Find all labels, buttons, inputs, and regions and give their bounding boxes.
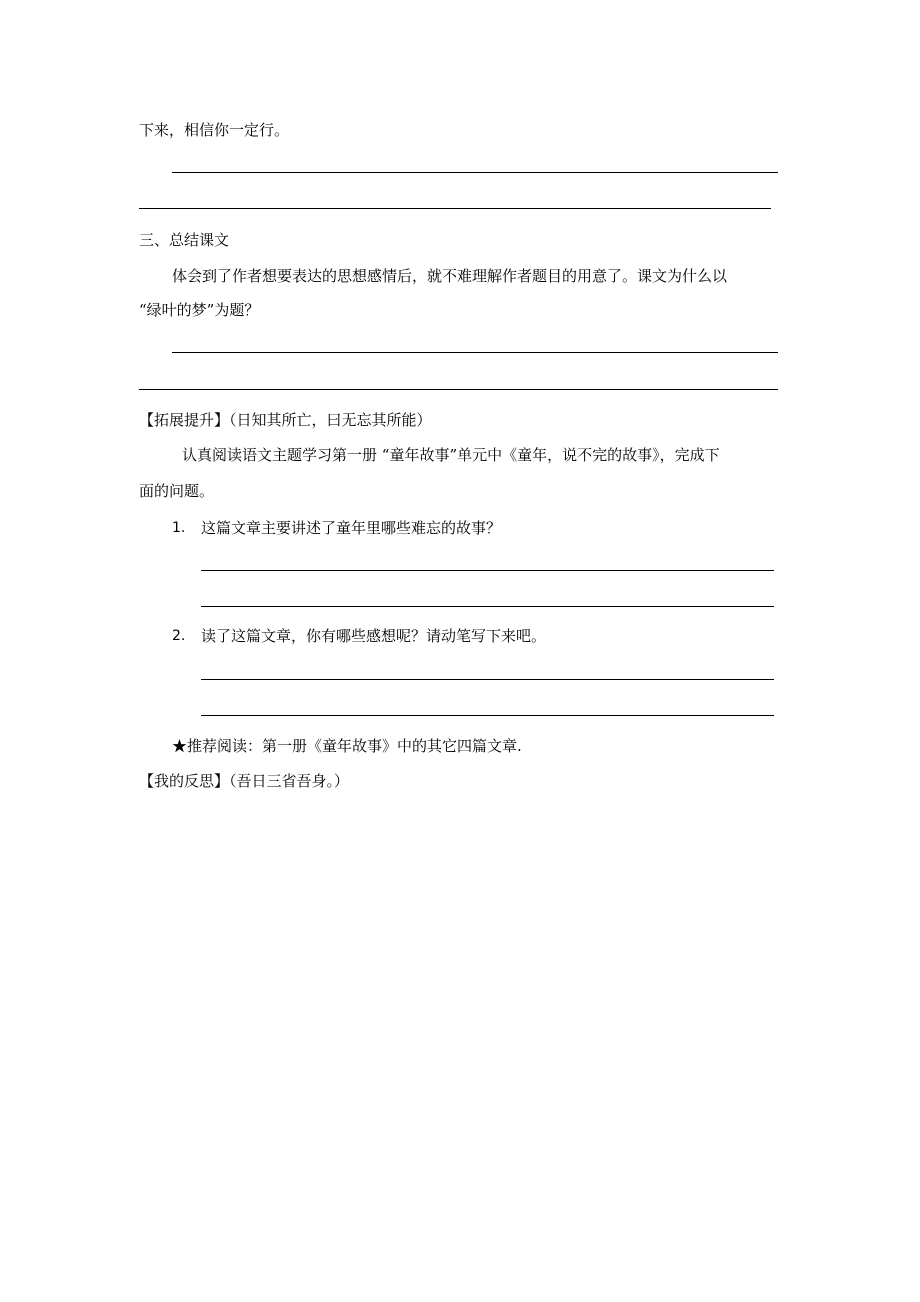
extension-heading: 【拓展提升】（日知其所亡，曰无忘其所能） <box>139 411 432 429</box>
answer-line <box>172 352 778 353</box>
answer-line <box>201 606 774 607</box>
answer-line <box>139 389 778 390</box>
answer-line <box>201 679 774 680</box>
question-text: 读了这篇文章，你有哪些感想呢？请动笔写下来吧。 <box>201 627 547 645</box>
extension-paragraph-line2: 面的问题。 <box>139 482 215 500</box>
question-number: 2. <box>172 628 186 644</box>
answer-line <box>139 208 771 209</box>
section3-paragraph-line1: 体会到了作者想要表达的思想感情后，就不难理解作者题目的用意了。课文为什么以 <box>172 267 728 285</box>
section3-paragraph-line2: “绿叶的梦”为题？ <box>139 301 260 319</box>
reflection-heading: 【我的反思】（吾日三省吾身。） <box>139 772 350 790</box>
answer-line <box>201 715 774 716</box>
extension-paragraph-line1: 认真阅读语文主题学习第一册 “童年故事”单元中《童年，说不完的故事》，完成下 <box>182 446 720 464</box>
question-number: 1. <box>172 520 186 536</box>
answer-line <box>172 172 778 173</box>
question-text: 这篇文章主要讲述了童年里哪些难忘的故事？ <box>201 519 502 537</box>
intro-end-text: 下来，相信你一定行。 <box>139 121 290 139</box>
section3-heading: 三、总结课文 <box>139 231 230 249</box>
recommended-reading: ★推荐阅读：第一册《童年故事》中的其它四篇文章. <box>172 737 522 755</box>
answer-line <box>201 570 774 571</box>
